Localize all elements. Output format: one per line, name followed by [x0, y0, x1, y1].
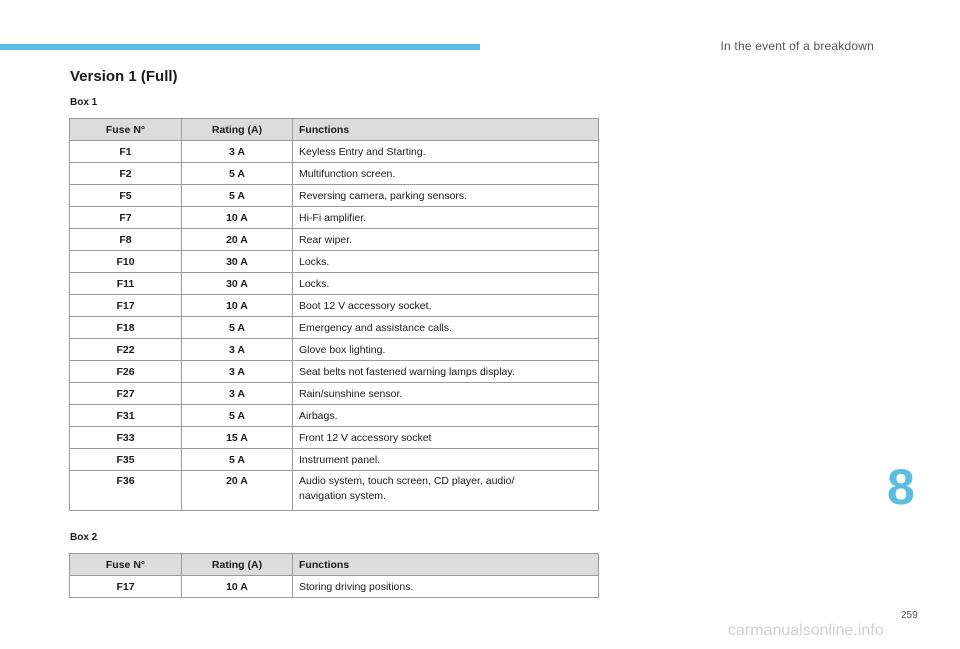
rating-cell: 3 A — [182, 339, 293, 361]
table-row — [70, 317, 599, 339]
table-header-row — [70, 119, 599, 141]
column-header-rating: Rating (A) — [182, 119, 293, 141]
table-row — [70, 361, 599, 383]
fuse-cell: F11 — [70, 273, 182, 295]
table-row — [70, 427, 599, 449]
top-accent-bar — [0, 44, 480, 50]
table-row — [70, 141, 599, 163]
table-row — [70, 449, 599, 471]
table-row — [70, 185, 599, 207]
function-line: Audio system, touch screen, CD player, audio/ — [299, 475, 515, 487]
fuse-cell: F18 — [70, 317, 182, 339]
column-header-functions: Functions — [293, 119, 599, 141]
table-header-row — [70, 554, 599, 576]
fuse-cell: F22 — [70, 339, 182, 361]
section-label: In the event of a breakdown — [720, 39, 874, 53]
fuse-cell: F31 — [70, 405, 182, 427]
chapter-number: 8 — [887, 459, 915, 515]
fuse-cell: F1 — [70, 141, 182, 163]
rating-cell: 30 A — [182, 273, 293, 295]
table-row — [70, 339, 599, 361]
rating-cell: 3 A — [182, 361, 293, 383]
function-cell: Seat belts not fastened warning lamps display. — [293, 361, 599, 383]
function-cell: Airbags. — [293, 405, 599, 427]
fuse-cell: F8 — [70, 229, 182, 251]
table-row — [70, 229, 599, 251]
rating-cell: 5 A — [182, 317, 293, 339]
rating-cell: 10 A — [182, 207, 293, 229]
function-cell: Storing driving positions. — [293, 576, 599, 598]
box1-fuse-table — [69, 118, 599, 511]
rating-cell: 3 A — [182, 383, 293, 405]
function-cell: Keyless Entry and Starting. — [293, 141, 599, 163]
column-header-fuse: Fuse N° — [70, 554, 182, 576]
fuse-cell: F17 — [70, 295, 182, 317]
rating-cell: 20 A — [182, 229, 293, 251]
page-number: 259 — [901, 610, 918, 621]
function-cell: Instrument panel. — [293, 449, 599, 471]
table-row — [70, 405, 599, 427]
function-cell: Rear wiper. — [293, 229, 599, 251]
rating-cell: 15 A — [182, 427, 293, 449]
rating-cell: 3 A — [182, 141, 293, 163]
table-row — [70, 295, 599, 317]
rating-cell: 10 A — [182, 576, 293, 598]
function-cell: Multifunction screen. — [293, 163, 599, 185]
fuse-cell: F17 — [70, 576, 182, 598]
table-row — [70, 251, 599, 273]
rating-cell: 20 A — [182, 471, 293, 511]
box2-fuse-table — [69, 553, 599, 598]
function-cell: Glove box lighting. — [293, 339, 599, 361]
function-cell: Boot 12 V accessory socket. — [293, 295, 599, 317]
page-title: Version 1 (Full) — [70, 68, 178, 85]
table-row — [70, 273, 599, 295]
fuse-cell: F35 — [70, 449, 182, 471]
fuse-cell: F27 — [70, 383, 182, 405]
column-header-fuse: Fuse N° — [70, 119, 182, 141]
rating-cell: 30 A — [182, 251, 293, 273]
rating-cell: 10 A — [182, 295, 293, 317]
rating-cell: 5 A — [182, 185, 293, 207]
table-row — [70, 383, 599, 405]
fuse-cell: F26 — [70, 361, 182, 383]
function-cell: Reversing camera, parking sensors. — [293, 185, 599, 207]
function-cell: Rain/sunshine sensor. — [293, 383, 599, 405]
table-row — [70, 471, 599, 511]
fuse-cell: F36 — [70, 471, 182, 511]
table-row — [70, 207, 599, 229]
fuse-cell: F10 — [70, 251, 182, 273]
box1-label: Box 1 — [70, 97, 98, 108]
function-cell: Emergency and assistance calls. — [293, 317, 599, 339]
box2-label: Box 2 — [70, 532, 98, 543]
watermark: carmanualsonline.info — [728, 622, 884, 639]
function-cell: Locks. — [293, 273, 599, 295]
function-cell: Locks. — [293, 251, 599, 273]
fuse-cell: F5 — [70, 185, 182, 207]
fuse-cell: F33 — [70, 427, 182, 449]
table-row — [70, 163, 599, 185]
column-header-rating: Rating (A) — [182, 554, 293, 576]
table-row — [70, 576, 599, 598]
rating-cell: 5 A — [182, 449, 293, 471]
function-cell: Front 12 V accessory socket — [293, 427, 599, 449]
rating-cell: 5 A — [182, 163, 293, 185]
column-header-functions: Functions — [293, 554, 599, 576]
function-line: navigation system. — [299, 490, 386, 502]
function-cell: Hi-Fi amplifier. — [293, 207, 599, 229]
rating-cell: 5 A — [182, 405, 293, 427]
fuse-cell: F7 — [70, 207, 182, 229]
function-cell — [293, 471, 599, 511]
fuse-cell: F2 — [70, 163, 182, 185]
